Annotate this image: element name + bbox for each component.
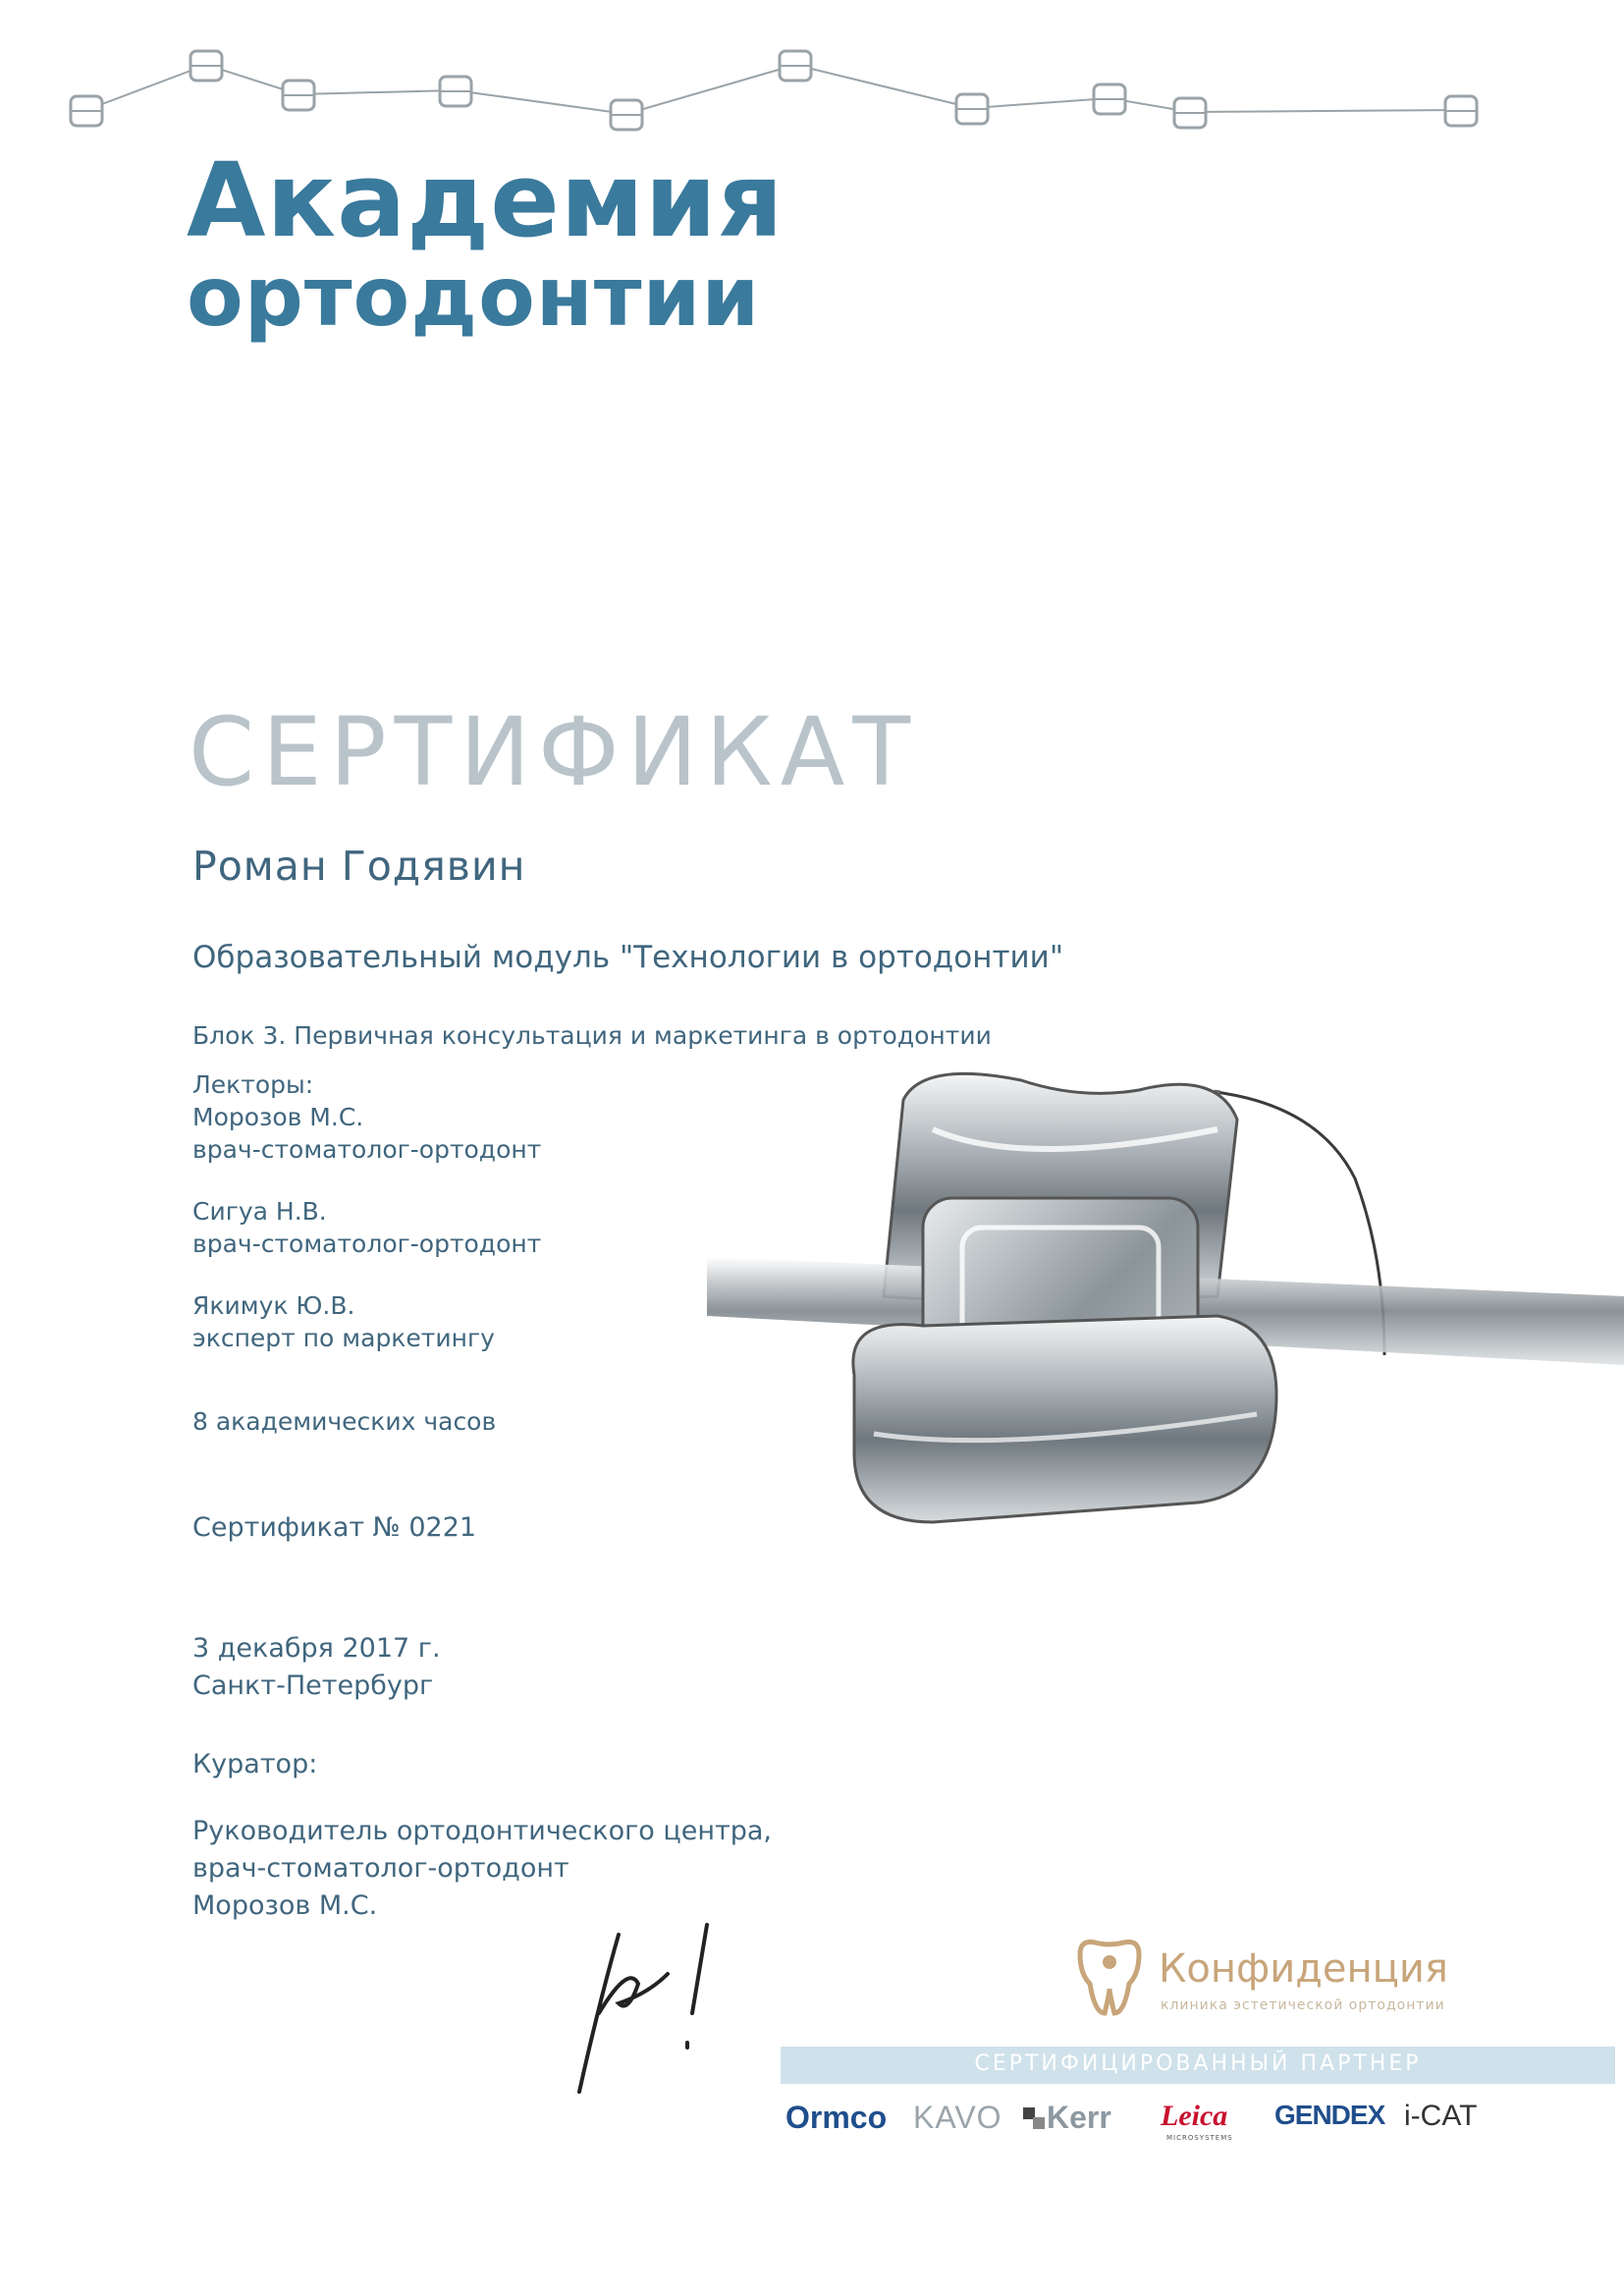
block-title: Блок 3. Первичная консультация и маркетинга в ортодонтии <box>192 1021 992 1050</box>
curator-name: Морозов М.С. <box>192 1890 378 1921</box>
brand-kerr: Kerr <box>1047 2100 1111 2135</box>
brand-leica: Leica <box>1161 2100 1228 2132</box>
brand-icat: i-CAT <box>1404 2100 1478 2132</box>
brand-gendex: GENDEX <box>1274 2100 1385 2130</box>
lector-role: врач-стоматолог-ортодонт <box>192 1230 542 1258</box>
lector-name: Морозов М.С. <box>192 1103 364 1131</box>
brand-leica-subtitle: MICROSYSTEMS <box>1166 2134 1233 2142</box>
module-title: Образовательный модуль "Технологии в ортодонтии" <box>192 940 1064 975</box>
kavo-kerr-square-icon <box>1033 2117 1045 2129</box>
issue-city: Санкт-Петербург <box>192 1670 434 1701</box>
clinic-name: Конфиденция <box>1159 1946 1448 1992</box>
orthodontic-bracket-icon <box>707 1061 1624 1571</box>
lector-name: Якимук Ю.В. <box>192 1291 355 1320</box>
lector-name: Сигуа Н.В. <box>192 1197 327 1226</box>
certificate-heading: СЕРТИФИКАТ <box>189 697 918 807</box>
clinic-subtitle: клиника эстетической ортодонтии <box>1161 1997 1445 2013</box>
bracket-chain-icon <box>0 0 1624 157</box>
certificate-number: Сертификат № 0221 <box>192 1512 477 1543</box>
lectors-label: Лекторы: <box>192 1070 314 1099</box>
logo-title-line2: ортодонтии <box>187 248 761 345</box>
partner-label: СЕРТИФИЦИРОВАННЫЙ ПАРТНЕР <box>974 2051 1422 2076</box>
signature-icon <box>560 1905 736 2102</box>
brand-ormco: Ormco <box>785 2100 888 2135</box>
brand-kavo: KAVO <box>913 2100 1002 2135</box>
recipient-name: Роман Годявин <box>192 843 526 890</box>
lectors-section <box>192 1068 541 1354</box>
lector-role: эксперт по маркетингу <box>192 1324 495 1352</box>
lector-role: врач-стоматолог-ортодонт <box>192 1135 542 1164</box>
academic-hours: 8 академических часов <box>192 1407 497 1436</box>
logo-title-line1: Академия <box>187 140 785 260</box>
issue-date: 3 декабря 2017 г. <box>192 1633 441 1664</box>
curator-specialty: врач-стоматолог-ортодонт <box>192 1853 569 1884</box>
tooth-logo-icon <box>1070 1935 1149 2023</box>
curator-label: Куратор: <box>192 1749 318 1779</box>
curator-position: Руководитель ортодонтического центра, <box>192 1816 773 1846</box>
date-place <box>192 1630 441 1705</box>
